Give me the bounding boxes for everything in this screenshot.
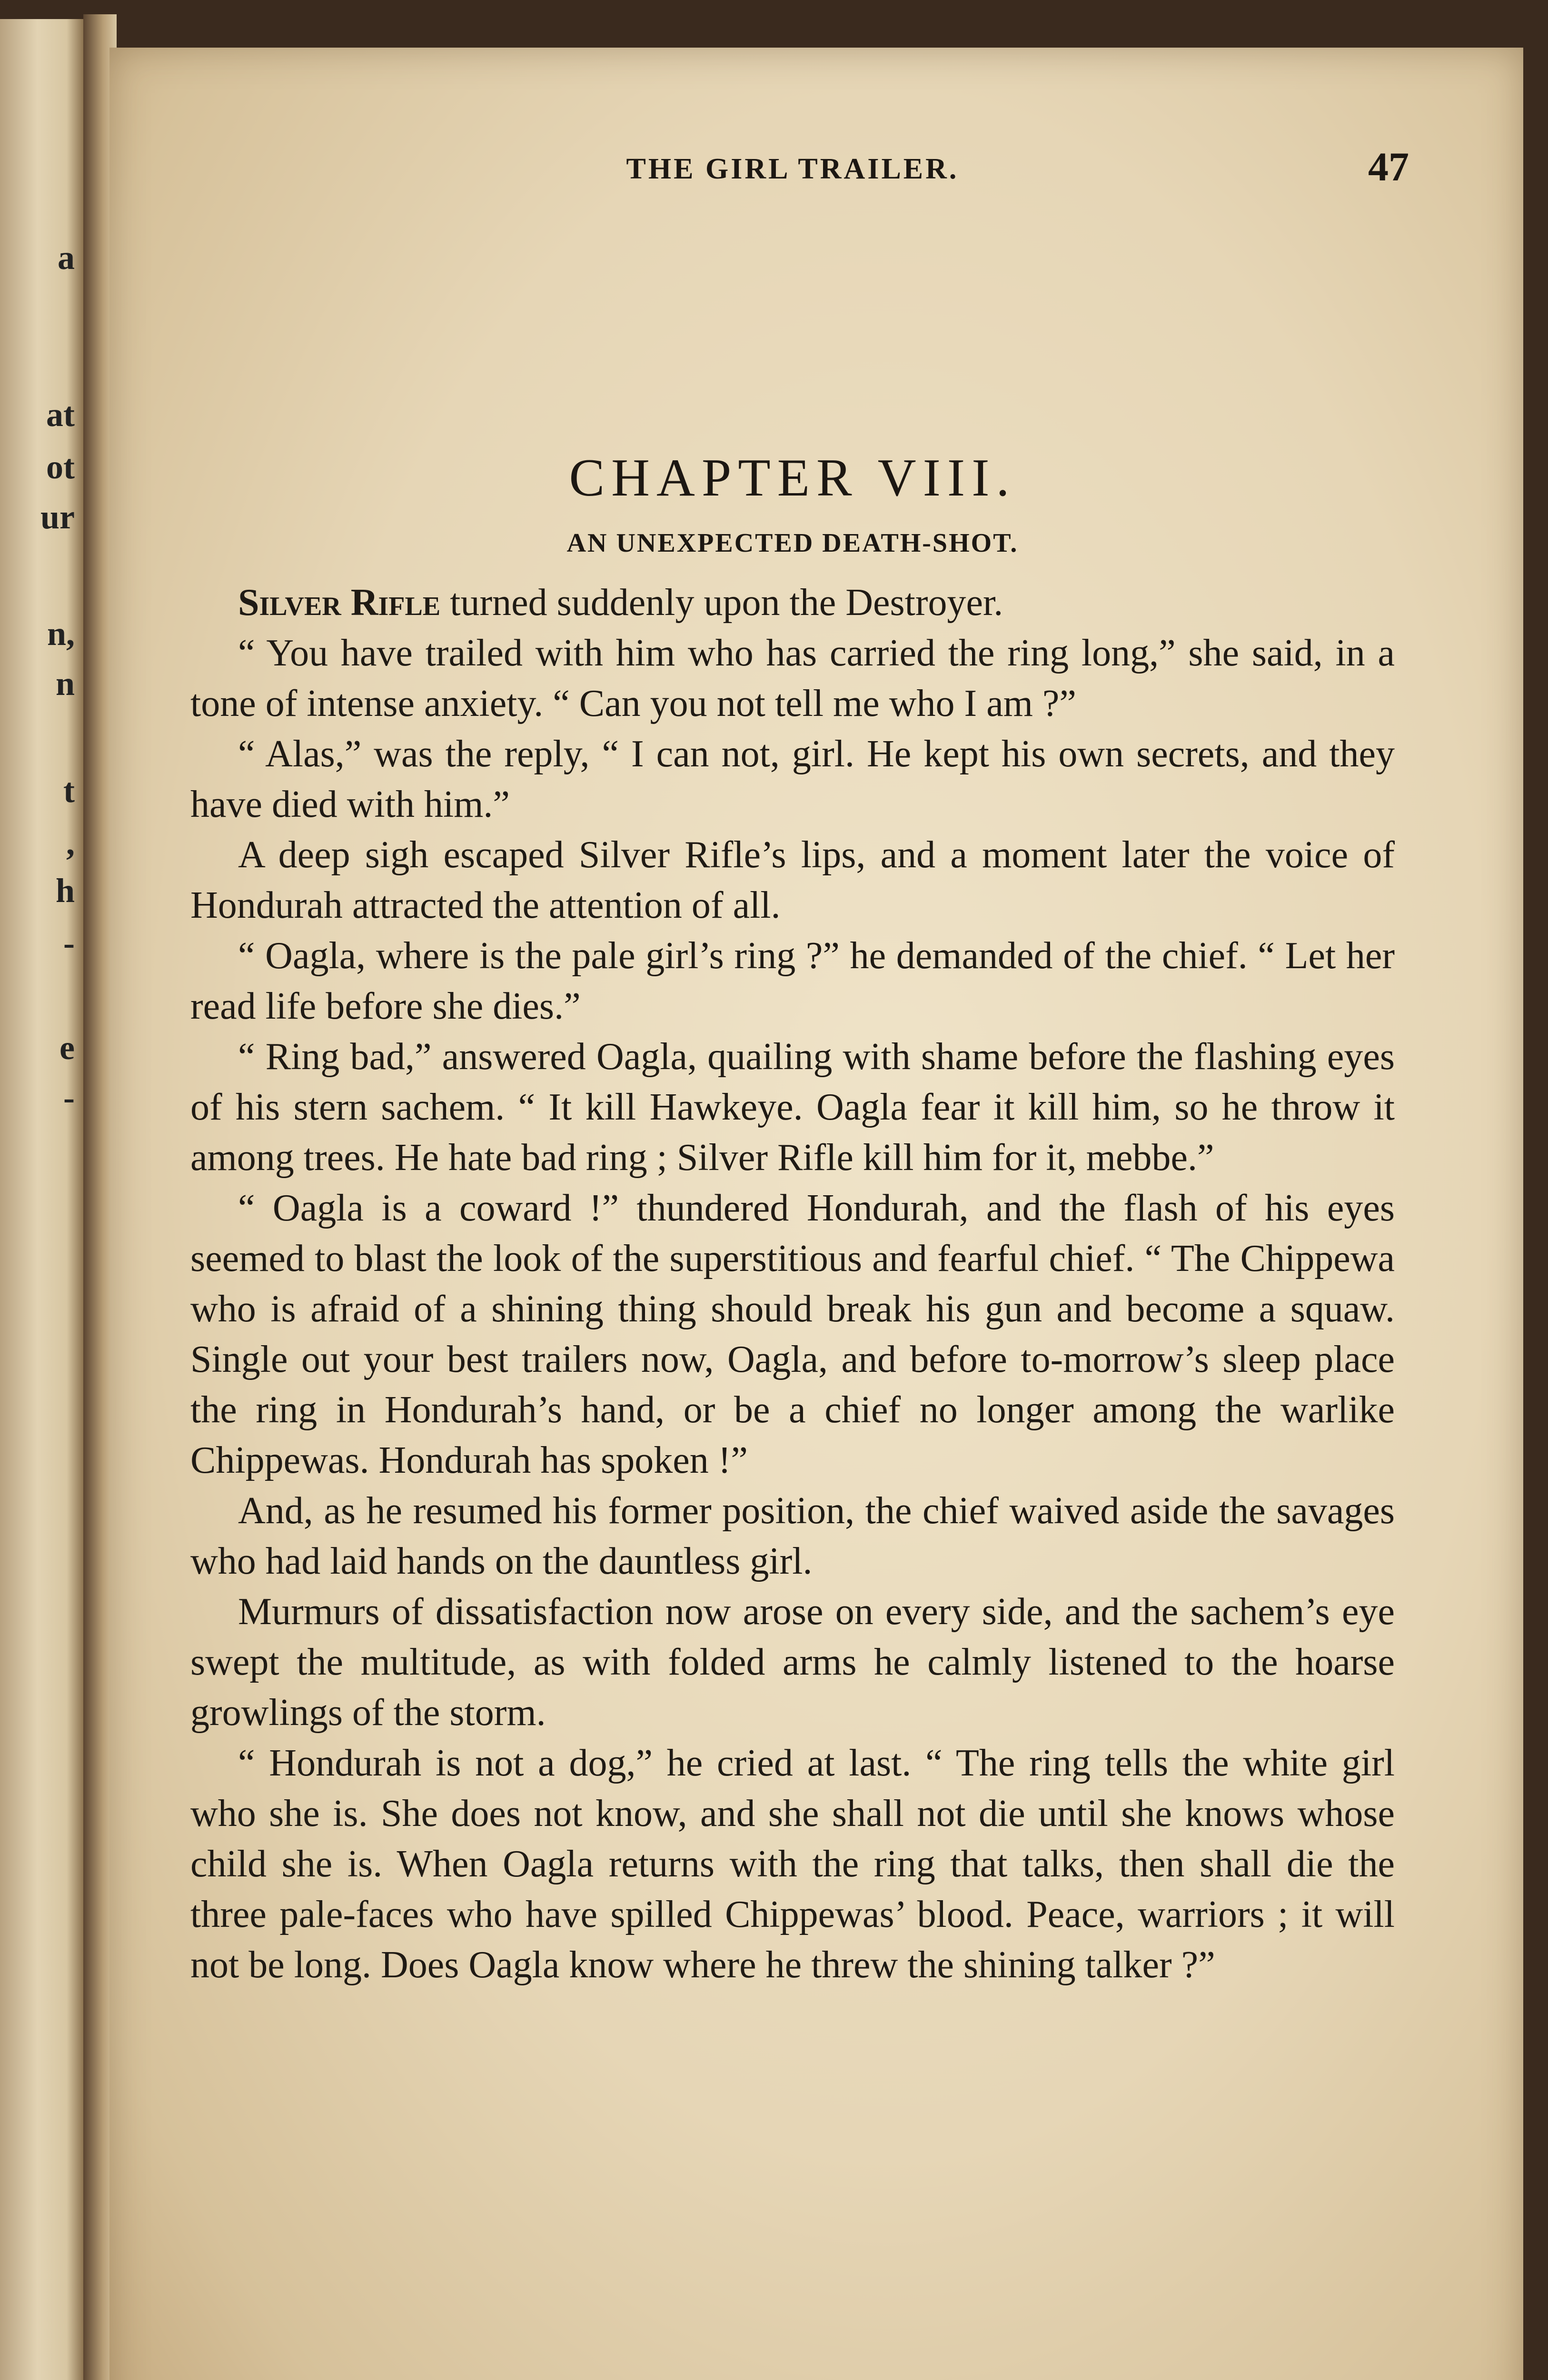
paragraph: “ Hondurah is not a dog,” he cried at last. “ The ring tells the white girl who she is. She does not know, and she shall not die until she knows whose child she is. When Oagla returns with the ring that talks, then shall die the three pale-faces who have spilled Chippewas’ blood. Peace, warriors ; it will not be long. Does Oagla know where he threw the shining talker ?”: [190, 1742, 1395, 1986]
left-page-fragment: ur: [40, 498, 75, 536]
paragraph: [190, 577, 1395, 628]
running-head: [190, 143, 1409, 205]
paragraph: “ Oagla, where is the pale girl’s ring ?” he demanded of the chief. “ Let her read life before she dies.”: [190, 935, 1395, 1027]
paragraph: Murmurs of dissatisfaction now arose on every side, and the sachem’s eye swept the multitude, as with folded arms he calmly listened to the hoarse growlings of the storm.: [190, 1591, 1395, 1734]
paragraph: “ Alas,” was the reply, “ I can not, girl. He kept his own secrets, and they have died with him.”: [190, 733, 1395, 825]
chapter-subtitle: AN UNEXPECTED DEATH-SHOT.: [566, 528, 1019, 558]
paragraph: A deep sigh escaped Silver Rifle’s lips, and a moment later the voice of Hondurah attracted the attention of all.: [190, 834, 1395, 926]
left-page-fragment: a: [58, 238, 75, 277]
paragraph-text: turned suddenly upon the Destroyer.: [440, 582, 1003, 624]
chapter-title: CHAPTER VIII.: [569, 448, 1016, 507]
left-page-fragment: -: [63, 1079, 75, 1117]
book-page: [109, 48, 1523, 2380]
paragraph: “ You have trailed with him who has carried the ring long,” she said, in a tone of intense anxiety. “ Can you not tell me who I am ?”: [190, 632, 1395, 724]
paragraph: “ Ring bad,” answered Oagla, quailing with shame before the flashing eyes of his stern sachem. “ It kill Hawkeye. Oagla fear it kill him, so he throw it among trees. He hate bad ring ; Silver Rifle kill him for it, mebbe.”: [190, 1036, 1395, 1179]
left-page-fragment: e: [60, 1029, 75, 1067]
chapter-body: [190, 577, 1395, 1990]
left-page-fragment: ,: [66, 824, 75, 862]
left-page-fragment: h: [55, 872, 75, 910]
paragraph: And, as he resumed his former position, the chief waived aside the savages who had laid hands on the dauntless girl.: [190, 1490, 1395, 1582]
paragraph: “ Oagla is a coward !” thundered Hondurah, and the flash of his eyes seemed to blast the look of the superstitious and fearful chief. “ The Chippewa who is afraid of a shining thing should break his gun and become a squaw. Single out your best trailers now, Oagla, and before to-morrow’s sleep place the ring in Hondurah’s hand, or be a chief no longer among the warlike Chippewas. Hondurah has spoken !”: [190, 1187, 1395, 1481]
page-content: [190, 143, 1409, 1990]
left-page-fragment: n,: [47, 615, 75, 653]
left-page-fragment: n: [55, 664, 75, 703]
page-number: 47: [1368, 144, 1409, 189]
left-page-fragment: -: [63, 924, 75, 962]
left-page-fragment: t: [63, 772, 75, 810]
running-title: THE GIRL TRAILER.: [626, 153, 959, 185]
left-page-fragment: at: [46, 396, 75, 434]
left-page-fragment: ot: [46, 448, 75, 486]
paragraph-lead: Silver Rifle: [238, 582, 441, 624]
previous-page-edge: [0, 19, 86, 2380]
